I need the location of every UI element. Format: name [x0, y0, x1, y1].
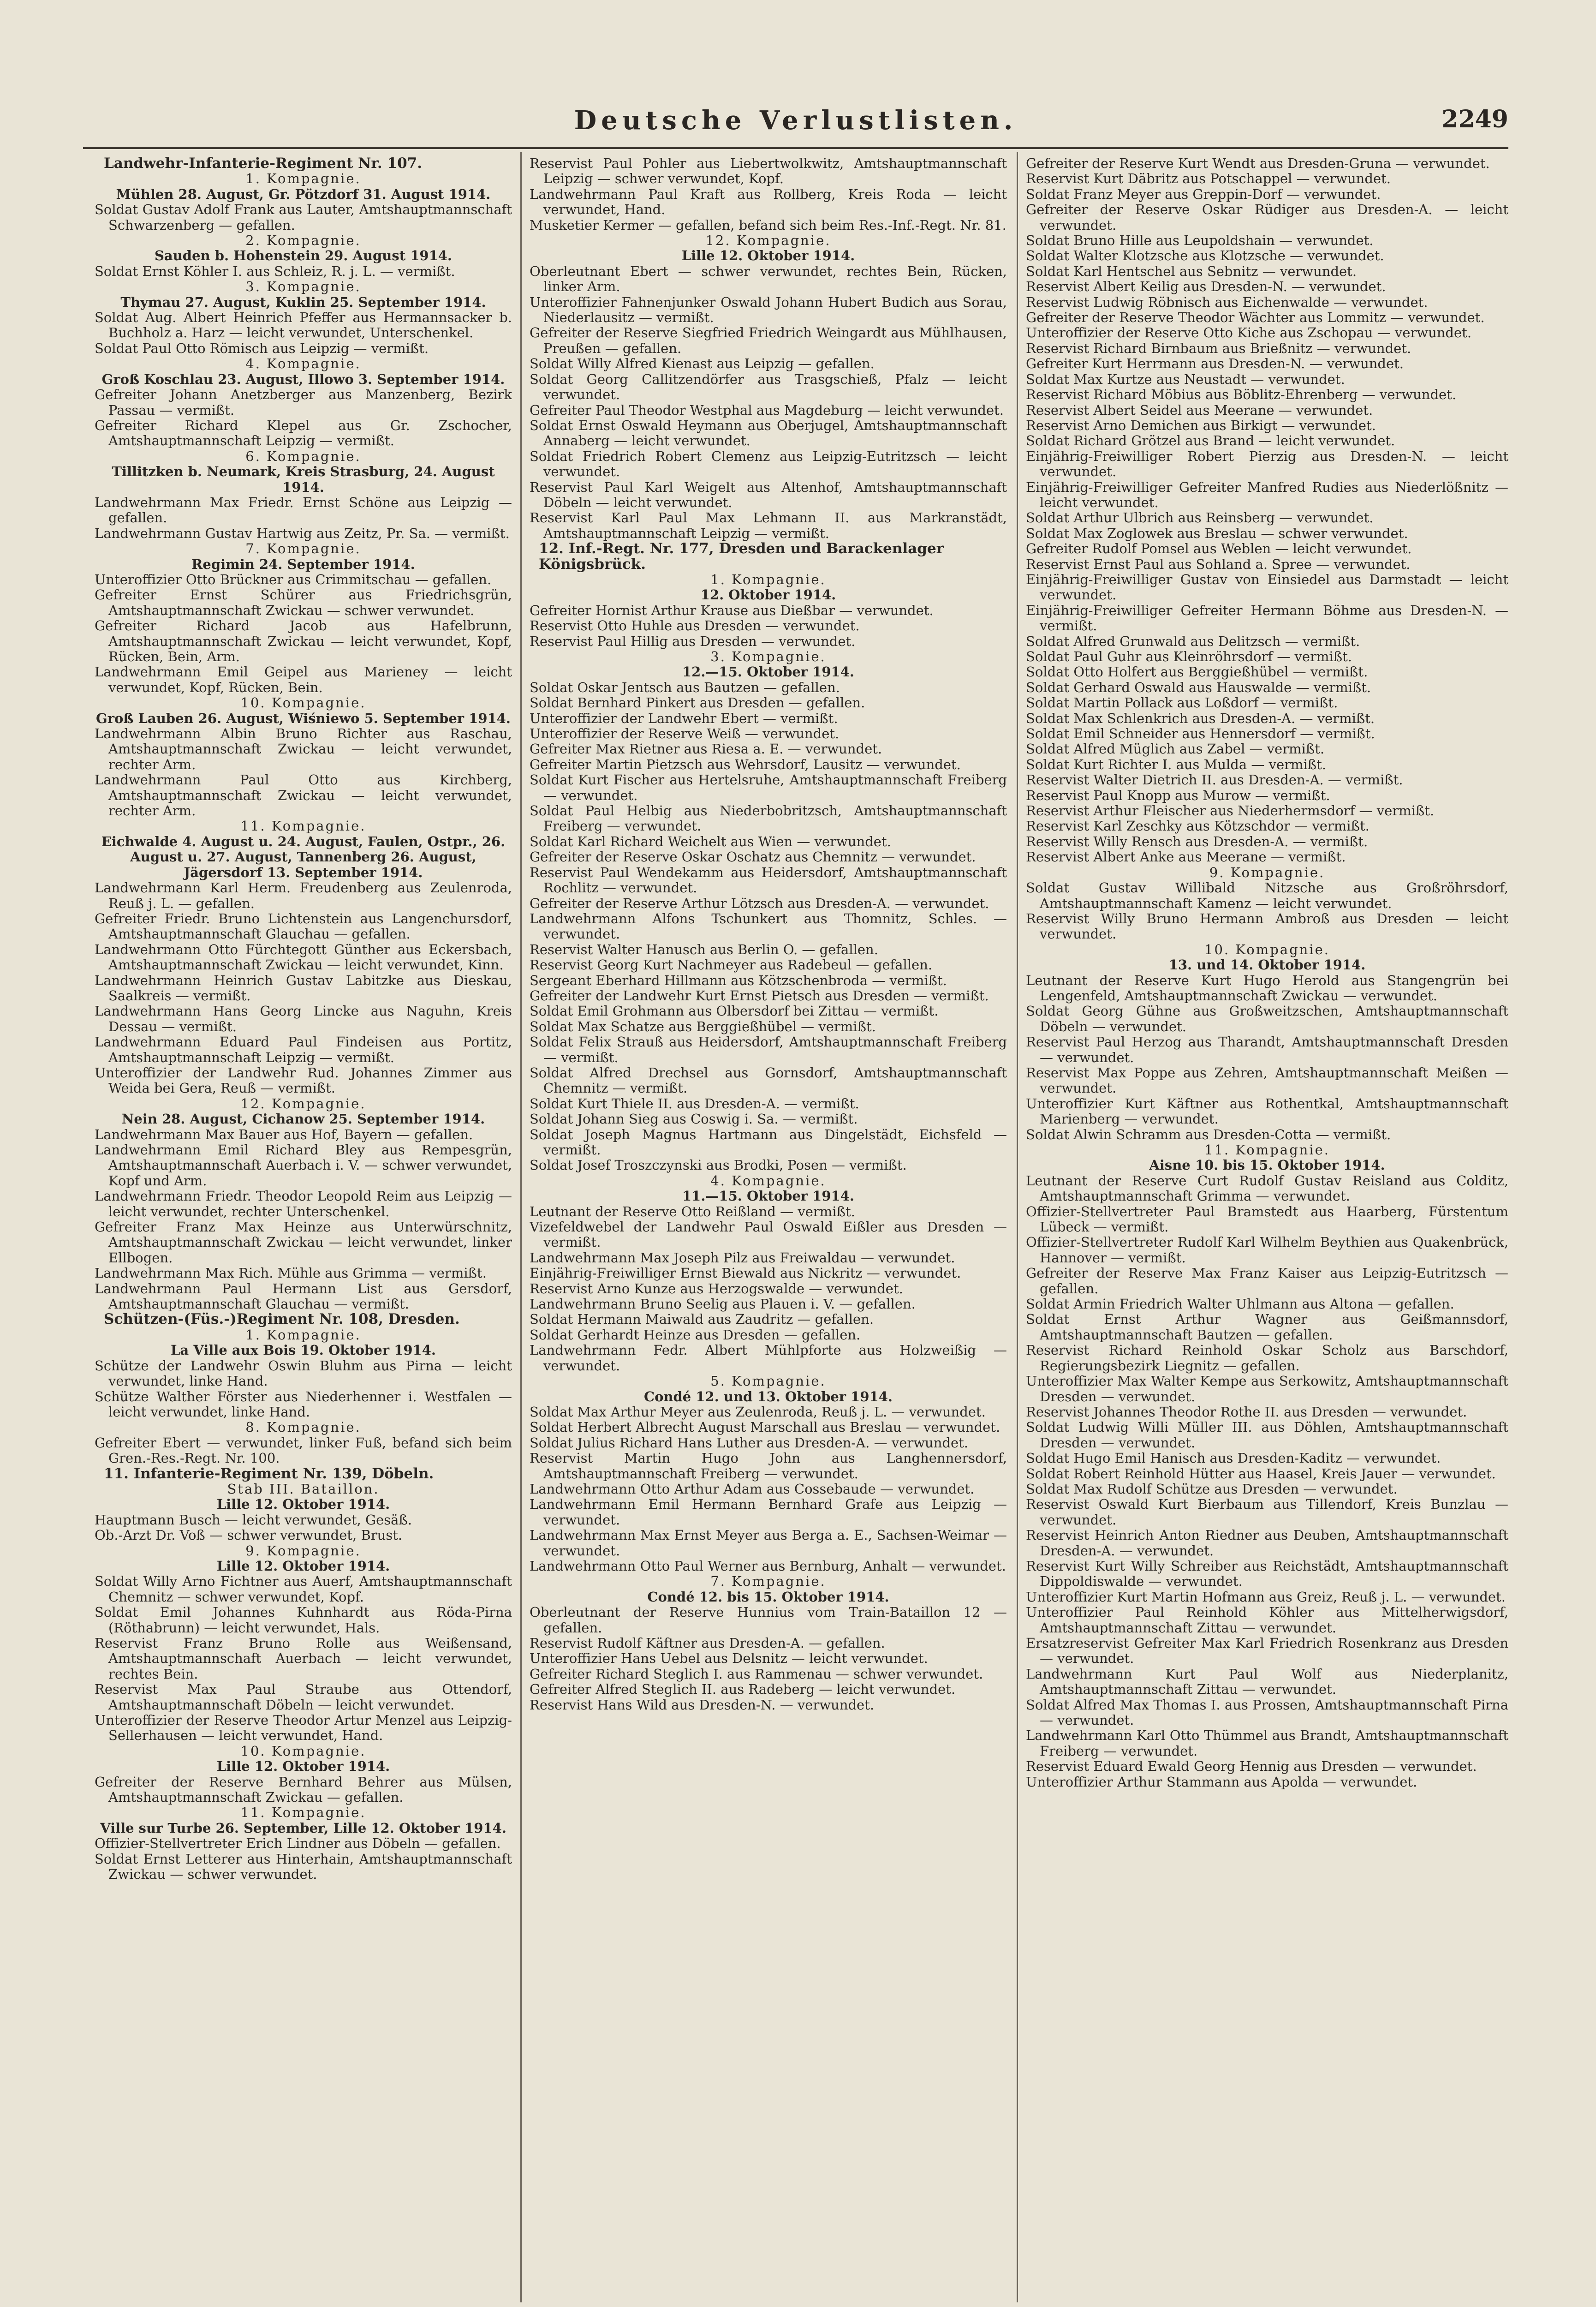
- casualty-entry: Soldat Ernst Arthur Wagner aus Geißmannsdorf, Amtshauptmannschaft Bautzen — gefallen.: [1026, 1311, 1508, 1343]
- casualty-entry: Reservist Ernst Paul aus Sohland a. Spree — verwundet.: [1026, 556, 1411, 572]
- casualty-entry: Landwehrmann Hans Georg Lincke aus Naguhn, Kreis Dessau — vermißt.: [95, 1003, 512, 1034]
- casualty-entry: Landwehrmann Karl Otto Thümmel aus Brandt, Amtshauptmannschaft Freiberg — verwundet.: [1026, 1727, 1508, 1759]
- casualty-entry: Soldat Richard Grötzel aus Brand — leicht verwundet.: [1026, 433, 1395, 449]
- battle-location: Lille 12. Oktober 1914.: [681, 248, 855, 264]
- casualty-entry: Hauptmann Busch — leicht verwundet, Gesäß.: [95, 1512, 412, 1528]
- casualty-entry: Gefreiter der Reserve Oskar Oschatz aus Chemnitz — verwundet.: [530, 849, 976, 865]
- casualty-entry: Gefreiter der Reserve Arthur Lötzsch aus Dresden-A. — verwundet.: [530, 895, 989, 911]
- company-heading: 12. Kompagnie.: [240, 1095, 366, 1112]
- casualty-entry: Reservist Hans Wild aus Dresden-N. — verwundet.: [530, 1697, 875, 1713]
- casualty-entry: Soldat Kurt Richter I. aus Mulda — vermißt.: [1026, 756, 1327, 772]
- casualty-entry: Soldat Max Zoglowek aus Breslau — schwer verwundet.: [1026, 525, 1408, 541]
- casualty-entry: Unteroffizier Otto Brückner aus Crimmitschau — gefallen.: [95, 571, 492, 587]
- casualty-entry: Soldat Paul Helbig aus Niederbobritzsch, Amtshauptmannschaft Freiberg — verwundet.: [530, 803, 1007, 834]
- casualty-entry: Landwehrmann Max Ernst Meyer aus Berga a. E., Sachsen-Weimar — verwundet.: [530, 1527, 1007, 1559]
- casualty-entry: Soldat Bernhard Pinkert aus Dresden — gefallen.: [530, 695, 865, 711]
- casualty-entry: Reservist Richard Möbius aus Böblitz-Ehrenberg — verwundet.: [1026, 387, 1457, 403]
- regiment-heading: 11. Infanterie-Regiment Nr. 139, Döbeln.: [104, 1465, 434, 1482]
- casualty-entry: Oberleutnant Ebert — schwer verwundet, rechtes Bein, Rücken, linker Arm.: [530, 263, 1007, 295]
- casualty-entry: Soldat Bruno Hille aus Leupoldshain — verwundet.: [1026, 233, 1374, 249]
- casualty-entry: Soldat Georg Callitzendörfer aus Trasgschieß, Pfalz — leicht verwundet.: [530, 371, 1007, 403]
- casualty-entry: Landwehrmann Gustav Hartwig aus Zeitz, Pr. Sa. — vermißt.: [95, 525, 510, 541]
- company-heading: 8. Kompagnie.: [245, 1419, 361, 1435]
- casualty-entry: Reservist Otto Huhle aus Dresden — verwundet.: [530, 618, 860, 634]
- column-divider: [520, 152, 522, 2302]
- column-3: [1026, 156, 1508, 2301]
- casualty-entry: Reservist Georg Kurt Nachmeyer aus Radebeul — gefallen.: [530, 957, 933, 973]
- casualty-entry: Unteroffizier Kurt Käftner aus Rothentkal, Amtshauptmannschaft Marienberg — verwundet.: [1026, 1095, 1508, 1127]
- casualty-entry: Reservist Arthur Fleischer aus Niederhermsdorf — vermißt.: [1026, 803, 1435, 819]
- casualty-entry: Unteroffizier der Landwehr Ebert — vermißt.: [530, 710, 838, 726]
- company-heading: 11. Kompagnie.: [240, 818, 366, 834]
- company-heading: 1. Kompagnie.: [245, 171, 361, 187]
- column-2: [530, 156, 1007, 2301]
- casualty-entry: Gefreiter Ernst Schürer aus Friedrichsgrün, Amtshauptmannschaft Zwickau — schwer verwundet.: [95, 587, 512, 618]
- battle-location: Groß Koschlau 23. August, Illowo 3. September 1914.: [101, 371, 505, 387]
- casualty-entry: Reservist Willy Rensch aus Dresden-A. — vermißt.: [1026, 833, 1368, 849]
- casualty-entry: Soldat Karl Hentschel aus Sebnitz — verwundet.: [1026, 263, 1357, 279]
- casualty-entry: Unteroffizier der Reserve Otto Kiche aus Zschopau — verwundet.: [1026, 325, 1472, 341]
- company-heading: 3. Kompagnie.: [710, 649, 826, 664]
- casualty-entry: Soldat Kurt Thiele II. aus Dresden-A. — vermißt.: [530, 1095, 859, 1112]
- battle-location: Thymau 27. August, Kuklin 25. September 1914.: [120, 294, 486, 310]
- casualty-entry: Soldat Joseph Magnus Hartmann aus Dingelstädt, Eichsfeld — vermißt.: [530, 1126, 1007, 1158]
- casualty-entry: Oberleutnant der Reserve Hunnius vom Train-Bataillon 12 — gefallen.: [530, 1604, 1007, 1636]
- casualty-entry: Soldat Alfred Drechsel aus Gornsdorf, Amtshauptmannschaft Chemnitz — vermißt.: [530, 1064, 1007, 1096]
- casualty-entry: Gefreiter Franz Max Heinze aus Unterwürschnitz, Amtshauptmannschaft Zwickau — leicht verwundet, linker Ellbogen.: [95, 1219, 512, 1266]
- casualty-entry: Reservist Paul Pohler aus Liebertwolkwitz, Amtshauptmannschaft Leipzig — schwer verwundet, Kopf.: [530, 156, 1007, 187]
- casualty-entry: Gefreiter der Reserve Bernhard Behrer aus Mülsen, Amtshauptmannschaft Zwickau — gefallen.: [95, 1774, 512, 1805]
- casualty-entry: Reservist Kurt Däbritz aus Potschappel — verwundet.: [1026, 171, 1391, 187]
- battle-location: Tillitzken b. Neumark, Kreis Strasburg, 24. August 1914.: [112, 464, 495, 495]
- casualty-entry: Landwehrmann Alfons Tschunkert aus Thomnitz, Schles. — verwundet.: [530, 910, 1007, 942]
- casualty-entry: Soldat Alwin Schramm aus Dresden-Cotta — vermißt.: [1026, 1126, 1391, 1142]
- casualty-entry: Soldat Arthur Ulbrich aus Reinsberg — verwundet.: [1026, 510, 1374, 526]
- casualty-entry: Soldat Georg Gühne aus Großweitzschen, Amtshauptmannschaft Döbeln — verwundet.: [1026, 1003, 1508, 1034]
- casualty-entry: Gefreiter der Landwehr Kurt Ernst Pietsch aus Dresden — vermißt.: [530, 987, 989, 1004]
- casualty-entry: Landwehrmann Max Joseph Pilz aus Freiwaldau — verwundet.: [530, 1249, 955, 1266]
- casualty-entry: Soldat Julius Richard Hans Luther aus Dresden-A. — verwundet.: [530, 1434, 968, 1451]
- casualty-entry: Unteroffizier Kurt Martin Hofmann aus Greiz, Reuß j. L. — verwundet.: [1026, 1589, 1506, 1605]
- casualty-entry: Soldat Herbert Albrecht August Marschall aus Breslau — verwundet.: [530, 1419, 1000, 1435]
- battle-location: 12.—15. Oktober 1914.: [682, 664, 854, 680]
- casualty-entry: Ob.-Arzt Dr. Voß — schwer verwundet, Brust.: [95, 1527, 403, 1543]
- casualty-entry: Soldat Emil Schneider aus Hennersdorf — vermißt.: [1026, 726, 1375, 742]
- casualty-entry: Gefreiter der Reserve Siegfried Friedrich Weingardt aus Mühlhausen, Preußen — gefallen.: [530, 325, 1007, 356]
- regiment-heading: Schützen-(Füs.-)Regiment Nr. 108, Dresden.: [104, 1311, 460, 1328]
- casualty-entry: Reservist Walter Hanusch aus Berlin O. — gefallen.: [530, 941, 878, 957]
- casualty-entry: Offizier-Stellvertreter Paul Bramstedt aus Haarberg, Fürstentum Lübeck — vermißt.: [1026, 1203, 1508, 1235]
- casualty-entry: Unteroffizier Paul Reinhold Köhler aus Mittelherwigsdorf, Amtshauptmannschaft Zittau — verwundet.: [1026, 1604, 1508, 1636]
- casualty-entry: Reservist Paul Herzog aus Tharandt, Amtshauptmannschaft Dresden — verwundet.: [1026, 1034, 1508, 1065]
- casualty-entry: Landwehrmann Fedr. Albert Mühlpforte aus Holzweißig — verwundet.: [530, 1342, 1007, 1374]
- casualty-entry: Unteroffizier der Landwehr Rud. Johannes Zimmer aus Weida bei Gera, Reuß — vermißt.: [95, 1064, 512, 1096]
- casualty-entry: Landwehrmann Bruno Seelig aus Plauen i. V. — gefallen.: [530, 1296, 916, 1312]
- casualty-entry: Gefreiter der Reserve Theodor Wächter aus Lommitz — verwundet.: [1026, 310, 1485, 326]
- casualty-entry: Soldat Alfred Grunwald aus Delitzsch — vermißt.: [1026, 633, 1360, 649]
- company-heading: 9. Kompagnie.: [245, 1542, 361, 1559]
- casualty-entry: Soldat Emil Grohmann aus Olbersdorf bei Zittau — vermißt.: [530, 1003, 939, 1019]
- casualty-entry: Reservist Heinrich Anton Riedner aus Deuben, Amtshauptmannschaft Dresden-A. — verwundet.: [1026, 1527, 1508, 1559]
- column-1: [95, 156, 512, 2301]
- casualty-entry: Einjährig-Freiwilliger Gefreiter Manfred Rudies aus Niederlößnitz — leicht verwundet.: [1026, 479, 1508, 510]
- casualty-entry: Leutnant der Reserve Curt Rudolf Gustav Reisland aus Colditz, Amtshauptmannschaft Grimma — verwundet.: [1026, 1172, 1508, 1204]
- casualty-entry: Unteroffizier Max Walter Kempe aus Serkowitz, Amtshauptmannschaft Dresden — verwundet.: [1026, 1373, 1508, 1405]
- header-rule: [83, 147, 1508, 149]
- casualty-entry: Soldat Franz Meyer aus Greppin-Dorf — verwundet.: [1026, 186, 1381, 202]
- casualty-entry: Schütze der Landwehr Oswin Bluhm aus Pirna — leicht verwundet, linke Hand.: [95, 1357, 512, 1389]
- casualty-entry: Landwehrmann Paul Otto aus Kirchberg, Amtshauptmannschaft Zwickau — leicht verwundet, rechter Arm.: [95, 772, 512, 819]
- company-heading: 3. Kompagnie.: [245, 279, 361, 295]
- casualty-entry: Musketier Kermer — gefallen, befand sich beim Res.-Inf.-Regt. Nr. 81.: [530, 217, 1006, 233]
- casualty-entry: Reservist Albert Keilig aus Dresden-N. — verwundet.: [1026, 279, 1386, 295]
- casualty-entry: Gefreiter Max Rietner aus Riesa a. E. — verwundet.: [530, 741, 882, 757]
- battle-location: Lille 12. Oktober 1914.: [216, 1758, 390, 1775]
- company-heading: 2. Kompagnie.: [245, 233, 361, 249]
- page-header: [83, 105, 1508, 137]
- casualty-entry: Gefreiter Hornist Arthur Krause aus Dießbar — verwundet.: [530, 602, 934, 618]
- casualty-entry: Unteroffizier Fahnenjunker Oswald Johann Hubert Budich aus Sorau, Niederlausitz — vermißt.: [530, 294, 1007, 326]
- casualty-entry: Soldat Willy Arno Fichtner aus Auerf, Amtshauptmannschaft Chemnitz — schwer verwundet, Kopf.: [95, 1573, 512, 1605]
- company-heading: 4. Kompagnie.: [710, 1172, 826, 1189]
- casualty-entry: Landwehrmann Karl Herm. Freudenberg aus Zeulenroda, Reuß j. L. — gefallen.: [95, 880, 512, 911]
- casualty-entry: Landwehrmann Otto Paul Werner aus Bernburg, Anhalt — verwundet.: [530, 1558, 1006, 1574]
- casualty-entry: Soldat Max Kurtze aus Neustadt — verwundet.: [1026, 371, 1345, 387]
- casualty-entry: Soldat Ernst Köhler I. aus Schleiz, R. j. L. — vermißt.: [95, 263, 455, 279]
- casualty-entry: Soldat Max Rudolf Schütze aus Dresden — verwundet.: [1026, 1481, 1398, 1497]
- casualty-entry: Gefreiter Richard Jacob aus Hafelbrunn, Amtshauptmannschaft Zwickau — leicht verwundet, Kopf, Rücken, Bein, Arm.: [95, 618, 512, 664]
- casualty-entry: Soldat Max Schlenkrich aus Dresden-A. — vermißt.: [1026, 710, 1375, 726]
- casualty-entry: Leutnant der Reserve Otto Reißland — vermißt.: [530, 1203, 855, 1219]
- casualty-entry: Leutnant der Reserve Kurt Hugo Herold aus Stangengrün bei Lengenfeld, Amtshauptmannschaft Zwickau — verwundet.: [1026, 972, 1508, 1004]
- casualty-entry: Einjährig-Freiwilliger Ernst Biewald aus Nickritz — verwundet.: [530, 1265, 961, 1281]
- casualty-entry: Einjährig-Freiwilliger Gustav von Einsiedel aus Darmstadt — leicht verwundet.: [1026, 571, 1508, 603]
- battle-location: Eichwalde 4. August u. 24. August, Faulen, Ostpr., 26. August u. 27. August, Tannenberg 26. August, Jägersdorf 13. September 1914.: [101, 833, 506, 880]
- casualty-entry: Soldat Kurt Fischer aus Hertelsruhe, Amtshauptmannschaft Freiberg — verwundet.: [530, 772, 1007, 803]
- casualty-entry: Reservist Paul Knopp aus Murow — vermißt.: [1026, 787, 1330, 803]
- casualty-entry: Soldat Karl Richard Weichelt aus Wien — verwundet.: [530, 833, 891, 849]
- casualty-entry: Gefreiter Ebert — verwundet, linker Fuß, befand sich beim Gren.-Res.-Regt. Nr. 100.: [95, 1434, 512, 1466]
- casualty-entry: Landwehrmann Kurt Paul Wolf aus Niederplanitz, Amtshauptmannschaft Zittau — verwundet.: [1026, 1666, 1508, 1697]
- regiment-heading: 12. Inf.-Regt. Nr. 177, Dresden und Barackenlager Königsbrück.: [539, 540, 944, 573]
- casualty-entry: Ersatzreservist Gefreiter Max Karl Friedrich Rosenkranz aus Dresden — verwundet.: [1026, 1635, 1508, 1667]
- battle-location: Aisne 10. bis 15. Oktober 1914.: [1149, 1157, 1385, 1173]
- company-heading: 5. Kompagnie.: [710, 1373, 826, 1389]
- company-heading: 7. Kompagnie.: [710, 1573, 826, 1590]
- company-heading: 4. Kompagnie.: [245, 356, 361, 372]
- casualty-entry: Unteroffizier der Reserve Weiß — verwundet.: [530, 726, 840, 742]
- battalion-heading: Stab III. Bataillon.: [227, 1481, 380, 1497]
- battle-location: Nein 28. August, Cichanow 25. September 1914.: [121, 1111, 485, 1127]
- casualty-entry: Gefreiter Richard Steglich I. aus Rammenau — schwer verwundet.: [530, 1666, 983, 1682]
- casualty-entry: Landwehrmann Paul Hermann List aus Gersdorf, Amtshauptmannschaft Glauchau — vermißt.: [95, 1280, 512, 1312]
- casualty-entry: Gefreiter der Reserve Max Franz Kaiser aus Leipzig-Eutritzsch — gefallen.: [1026, 1265, 1508, 1297]
- company-heading: 10. Kompagnie.: [240, 695, 366, 711]
- casualty-entry: Soldat Johann Sieg aus Coswig i. Sa. — vermißt.: [530, 1111, 858, 1127]
- casualty-entry: Soldat Paul Otto Römisch aus Leipzig — vermißt.: [95, 340, 429, 356]
- casualty-entry: Soldat Alfred Max Thomas I. aus Prossen, Amtshauptmannschaft Pirna — verwundet.: [1026, 1697, 1508, 1728]
- company-heading: 12. Kompagnie.: [705, 233, 831, 249]
- company-heading: 11. Kompagnie.: [240, 1805, 366, 1821]
- casualty-entry: Landwehrmann Emil Geipel aus Marieney — leicht verwundet, Kopf, Rücken, Bein.: [95, 664, 512, 695]
- casualty-entry: Soldat Max Arthur Meyer aus Zeulenroda, Reuß j. L. — verwundet.: [530, 1404, 986, 1420]
- casualty-entry: Reservist Paul Wendekamm aus Heidersdorf, Amtshauptmannschaft Rochlitz — verwundet.: [530, 864, 1007, 896]
- casualty-entry: Soldat Ludwig Willi Müller III. aus Döhlen, Amtshauptmannschaft Dresden — verwundet.: [1026, 1419, 1508, 1451]
- company-heading: 7. Kompagnie.: [245, 541, 361, 557]
- casualty-entry: Offizier-Stellvertreter Erich Lindner aus Döbeln — gefallen.: [95, 1835, 501, 1852]
- casualty-entry: Soldat Gustav Adolf Frank aus Lauter, Amtshauptmannschaft Schwarzenberg — gefallen.: [95, 202, 512, 233]
- casualty-entry: Reservist Max Paul Straube aus Ottendorf, Amtshauptmannschaft Döbeln — leicht verwundet.: [95, 1681, 512, 1713]
- casualty-entry: Gefreiter Rudolf Pomsel aus Weblen — leicht verwundet.: [1026, 541, 1412, 557]
- casualty-entry: Reservist Rudolf Käftner aus Dresden-A. — gefallen.: [530, 1635, 885, 1651]
- battle-location: Regimin 24. September 1914.: [191, 556, 415, 572]
- casualty-entry: Landwehrmann Heinrich Gustav Labitzke aus Dieskau, Saalkreis — vermißt.: [95, 972, 512, 1004]
- casualty-entry: Soldat Aug. Albert Heinrich Pfeffer aus Hermannsacker b. Buchholz a. Harz — leicht verwundet, Unterschenkel.: [95, 310, 512, 341]
- casualty-entry: Soldat Otto Holfert aus Berggießhübel — vermißt.: [1026, 664, 1368, 680]
- casualty-entry: Landwehrmann Otto Fürchtegott Günther aus Eckersbach, Amtshauptmannschaft Zwickau — leicht verwundet, Kinn.: [95, 941, 512, 973]
- casualty-entry: Soldat Paul Guhr aus Kleinröhrsdorf — vermißt.: [1026, 649, 1352, 664]
- casualty-entry: Reservist Richard Reinhold Oskar Scholz aus Barschdorf, Regierungsbezirk Liegnitz — gefallen.: [1026, 1342, 1508, 1374]
- casualty-entry: Soldat Martin Pollack aus Loßdorf — vermißt.: [1026, 695, 1338, 711]
- casualty-entry: Gefreiter Alfred Steglich II. aus Radeberg — leicht verwundet.: [530, 1681, 956, 1697]
- casualty-entry: Reservist Richard Birnbaum aus Brießnitz — verwundet.: [1026, 340, 1411, 356]
- casualty-entry: Reservist Paul Hillig aus Dresden — verwundet.: [530, 633, 856, 649]
- casualty-entry: Reservist Willy Bruno Hermann Ambroß aus Dresden — leicht verwundet.: [1026, 910, 1508, 942]
- casualty-entry: Schütze Walther Förster aus Niederhenner i. Westfalen — leicht verwundet, linke Hand.: [95, 1388, 512, 1420]
- casualty-entry: Soldat Willy Alfred Kienast aus Leipzig — gefallen.: [530, 356, 875, 372]
- casualty-entry: Soldat Ernst Letterer aus Hinterhain, Amtshauptmannschaft Zwickau — schwer verwundet.: [95, 1851, 512, 1883]
- casualty-entry: Unteroffizier der Reserve Theodor Artur Menzel aus Leipzig-Sellerhausen — leicht verwundet, Hand.: [95, 1712, 512, 1744]
- casualty-entry: Soldat Gerhard Oswald aus Hauswalde — vermißt.: [1026, 679, 1371, 695]
- casualty-entry: Reservist Max Poppe aus Zehren, Amtshauptmannschaft Meißen — verwundet.: [1026, 1064, 1508, 1096]
- casualty-entry: Sergeant Eberhard Hillmann aus Kötzschenbroda — vermißt.: [530, 972, 947, 988]
- casualty-entry: Reservist Eduard Ewald Georg Hennig aus Dresden — verwundet.: [1026, 1758, 1477, 1775]
- column-divider: [1017, 152, 1018, 2302]
- casualty-entry: Soldat Emil Johannes Kuhnhardt aus Röda-Pirna (Röthabrunn) — leicht verwundet, Hals.: [95, 1604, 512, 1636]
- casualty-entry: Landwehrmann Albin Bruno Richter aus Raschau, Amtshauptmannschaft Zwickau — leicht verwundet, rechter Arm.: [95, 726, 512, 772]
- casualty-entry: Soldat Josef Troszczynski aus Brodki, Posen — vermißt.: [530, 1157, 907, 1173]
- company-heading: 9. Kompagnie.: [1209, 864, 1325, 880]
- casualty-entry: Unteroffizier Hans Uebel aus Delsnitz — leicht verwundet.: [530, 1650, 928, 1667]
- casualty-entry: Soldat Oskar Jentsch aus Bautzen — gefallen.: [530, 679, 840, 695]
- casualty-entry: Unteroffizier Arthur Stammann aus Apolda — verwundet.: [1026, 1774, 1417, 1790]
- casualty-entry: Soldat Armin Friedrich Walter Uhlmann aus Altona — gefallen.: [1026, 1296, 1454, 1312]
- casualty-entry: Reservist Karl Zeschky aus Kötzschdor — vermißt.: [1026, 818, 1370, 834]
- battle-location: Ville sur Turbe 26. September, Lille 12. Oktober 1914.: [100, 1820, 506, 1836]
- battle-location: Condé 12. und 13. Oktober 1914.: [644, 1388, 893, 1405]
- casualty-entry: Einjährig-Freiwilliger Robert Pierzig aus Dresden-N. — leicht verwundet.: [1026, 448, 1508, 480]
- casualty-entry: Reservist Paul Karl Weigelt aus Altenhof, Amtshauptmannschaft Döbeln — leicht verwundet.: [530, 479, 1007, 510]
- battle-location: 11.—15. Oktober 1914.: [682, 1188, 854, 1204]
- casualty-entry: Landwehrmann Emil Richard Bley aus Rempesgrün, Amtshauptmannschaft Auerbach i. V. — schwer verwundet, Kopf und Arm.: [95, 1142, 512, 1189]
- casualty-entry: Soldat Walter Klotzsche aus Klotzsche — verwundet.: [1026, 248, 1384, 264]
- casualty-entry: Reservist Franz Bruno Rolle aus Weißensand, Amtshauptmannschaft Auerbach — leicht verwundet, rechtes Bein.: [95, 1635, 512, 1682]
- casualty-entry: Reservist Kurt Willy Schreiber aus Reichstädt, Amtshauptmannschaft Dippoldiswalde — verwundet.: [1026, 1558, 1508, 1590]
- casualty-entry: Reservist Albert Seidel aus Meerane — verwundet.: [1026, 402, 1373, 418]
- company-heading: 6. Kompagnie.: [245, 448, 361, 464]
- casualty-entry: Landwehrmann Max Rich. Mühle aus Grimma — vermißt.: [95, 1265, 487, 1281]
- battle-location: Condé 12. bis 15. Oktober 1914.: [647, 1589, 889, 1605]
- casualty-entry: Soldat Felix Strauß aus Heidersdorf, Amtshauptmannschaft Freiberg — vermißt.: [530, 1034, 1007, 1065]
- casualty-entry: Soldat Gustav Willibald Nitzsche aus Großröhrsdorf, Amtshauptmannschaft Kamenz — leicht verwundet.: [1026, 880, 1508, 911]
- casualty-entry: Reservist Ludwig Röbnisch aus Eichenwalde — verwundet.: [1026, 294, 1428, 310]
- casualty-entry: Gefreiter Richard Klepel aus Gr. Zschocher, Amtshauptmannschaft Leipzig — vermißt.: [95, 417, 512, 449]
- battle-location: Groß Lauben 26. August, Wiśniewo 5. September 1914.: [96, 710, 511, 726]
- casualty-entry: Landwehrmann Paul Kraft aus Rollberg, Kreis Roda — leicht verwundet, Hand.: [530, 186, 1007, 218]
- casualty-entry: Gefreiter Paul Theodor Westphal aus Magdeburg — leicht verwundet.: [530, 402, 1004, 418]
- battle-location: Lille 12. Oktober 1914.: [216, 1496, 390, 1512]
- casualty-entry: Gefreiter Kurt Herrmann aus Dresden-N. — verwundet.: [1026, 356, 1404, 372]
- casualty-entry: Gefreiter der Reserve Kurt Wendt aus Dresden-Gruna — verwundet.: [1026, 156, 1490, 171]
- regiment-heading: Landwehr-Infanterie-Regiment Nr. 107.: [104, 156, 423, 172]
- company-heading: 1. Kompagnie.: [245, 1327, 361, 1343]
- casualty-entry: Soldat Max Schatze aus Berggießhübel — vermißt.: [530, 1018, 876, 1034]
- casualty-entry: Landwehrmann Eduard Paul Findeisen aus Portitz, Amtshauptmannschaft Leipzig — vermißt.: [95, 1034, 512, 1065]
- battle-location: Mühlen 28. August, Gr. Pötzdorf 31. August 1914.: [116, 186, 491, 202]
- casualty-entry: Reservist Karl Paul Max Lehmann II. aus Markranstädt, Amtshauptmannschaft Leipzig — vermißt.: [530, 510, 1007, 541]
- casualty-entry: Einjährig-Freiwilliger Gefreiter Hermann Böhme aus Dresden-N. — vermißt.: [1026, 602, 1508, 634]
- casualty-entry: Gefreiter der Reserve Oskar Rüdiger aus Dresden-A. — leicht verwundet.: [1026, 202, 1508, 233]
- casualty-entry: Soldat Hugo Emil Hanisch aus Dresden-Kaditz — verwundet.: [1026, 1450, 1441, 1466]
- casualty-entry: Reservist Albert Anke aus Meerane — vermißt.: [1026, 849, 1346, 865]
- casualty-entry: Landwehrmann Max Bauer aus Hof, Bayern — gefallen.: [95, 1126, 473, 1142]
- company-heading: 10. Kompagnie.: [1204, 941, 1330, 957]
- casualty-entry: Landwehrmann Max Friedr. Ernst Schöne aus Leipzig — gefallen.: [95, 494, 512, 526]
- casualty-entry: Landwehrmann Friedr. Theodor Leopold Reim aus Leipzig — leicht verwundet, rechter Unterschenkel.: [95, 1188, 512, 1219]
- casualty-entry: Reservist Oswald Kurt Bierbaum aus Tillendorf, Kreis Bunzlau — verwundet.: [1026, 1496, 1508, 1528]
- casualty-entry: Soldat Hermann Maiwald aus Zaudritz — gefallen.: [530, 1311, 874, 1327]
- casualty-entry: Soldat Ernst Oswald Heymann aus Oberjugel, Amtshauptmannschaft Annaberg — leicht verwundet.: [530, 417, 1007, 449]
- casualty-entry: Soldat Robert Reinhold Hütter aus Haasel, Kreis Jauer — verwundet.: [1026, 1465, 1496, 1482]
- company-heading: 10. Kompagnie.: [240, 1743, 366, 1759]
- casualty-entry: Gefreiter Martin Pietzsch aus Wehrsdorf, Lausitz — verwundet.: [530, 756, 961, 772]
- casualty-entry: Reservist Martin Hugo John aus Langhennersdorf, Amtshauptmannschaft Freiberg — verwundet.: [530, 1450, 1007, 1482]
- casualty-entry: Gefreiter Friedr. Bruno Lichtenstein aus Langenchursdorf, Amtshauptmannschaft Glauchau — gefallen.: [95, 910, 512, 942]
- casualty-entry: Soldat Gerhardt Heinze aus Dresden — gefallen.: [530, 1327, 861, 1343]
- casualty-entry: Offizier-Stellvertreter Rudolf Karl Wilhelm Beythien aus Quakenbrück, Hannover — vermißt.: [1026, 1234, 1508, 1266]
- battle-location: Sauden b. Hohenstein 29. August 1914.: [154, 248, 453, 264]
- company-heading: 1. Kompagnie.: [710, 571, 826, 587]
- casualty-entry: Landwehrmann Otto Arthur Adam aus Cossebaude — verwundet.: [530, 1481, 975, 1497]
- battle-location: 13. und 14. Oktober 1914.: [1168, 957, 1366, 973]
- casualty-entry: Landwehrmann Emil Hermann Bernhard Grafe aus Leipzig — verwundet.: [530, 1496, 1007, 1528]
- battle-location: Lille 12. Oktober 1914.: [216, 1558, 390, 1574]
- casualty-entry: Soldat Friedrich Robert Clemenz aus Leipzig-Eutritzsch — leicht verwundet.: [530, 448, 1007, 480]
- casualty-entry: Reservist Walter Dietrich II. aus Dresden-A. — vermißt.: [1026, 772, 1403, 788]
- company-heading: 11. Kompagnie.: [1204, 1142, 1330, 1158]
- page-number: 2249: [1441, 105, 1508, 133]
- casualty-entry: Gefreiter Johann Anetzberger aus Manzenberg, Bezirk Passau — vermißt.: [95, 387, 512, 418]
- casualty-entry: Reservist Arno Demichen aus Birkigt — verwundet.: [1026, 417, 1376, 433]
- battle-location: 12. Oktober 1914.: [700, 587, 836, 603]
- casualty-entry: Reservist Arno Kunze aus Herzogswalde — verwundet.: [530, 1280, 903, 1297]
- battle-location: La Ville aux Bois 19. Oktober 1914.: [171, 1342, 436, 1358]
- publication-title: Deutsche Verlustlisten.: [574, 105, 1018, 136]
- casualty-entry: Soldat Alfred Müglich aus Zabel — vermißt.: [1026, 741, 1325, 757]
- casualty-entry: Vizefeldwebel der Landwehr Paul Oswald Eißler aus Dresden — vermißt.: [530, 1219, 1007, 1250]
- casualty-entry: Reservist Johannes Theodor Rothe II. aus Dresden — verwundet.: [1026, 1404, 1467, 1420]
